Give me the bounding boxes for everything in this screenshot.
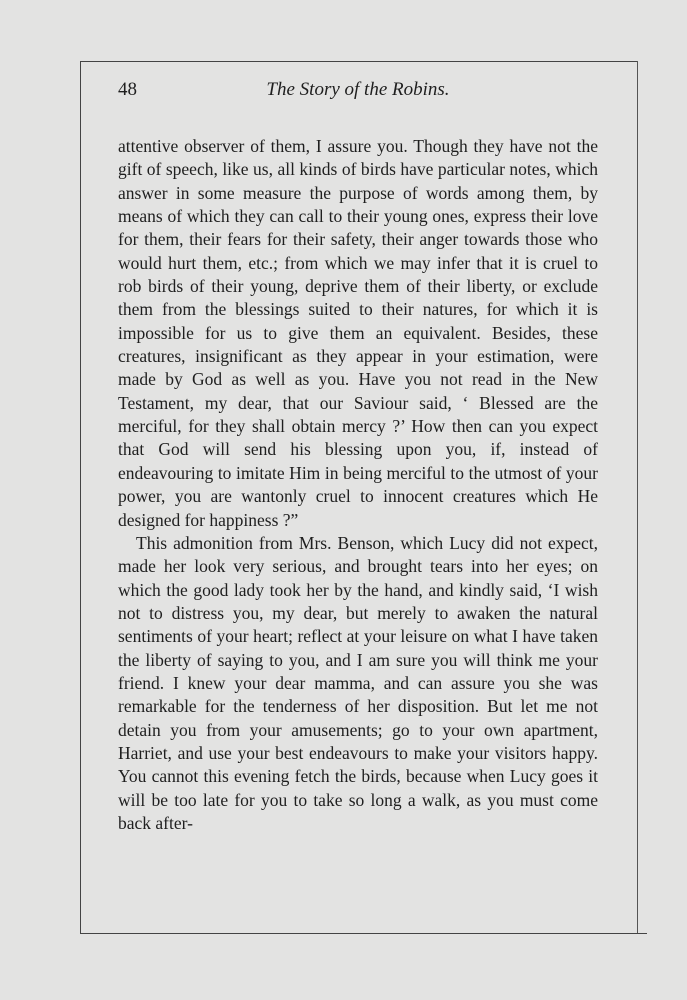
page-frame-bottom-rule	[80, 933, 647, 934]
page-frame-left-rule	[80, 61, 81, 934]
paragraph-continued: attentive observer of them, I assure you. Though they have not the gift of speech, like us, all kinds of birds have particular notes, which answer in some measure the purpose of words among them, by means of which they can call to their young ones, express their love for them, their fears for their safety, their anger towards those who would hurt them, etc.; from which we may infer that it is cruel to rob birds of their young, deprive them of their liberty, or exclude them from the blessings suited to their natures, for which it is impossible for us to give them an equivalent. Besides, these creatures, insignificant as they appear in your estimation, were made by God as well as you. Have you not read in the New Testament, my dear, that our Saviour said, ‘ Blessed are the merciful, for they shall obtain mercy ?’ How then can you expect that God will send his blessing upon you, if, instead of endeavouring to imitate Him in being merciful to the utmost of your power, you are wantonly cruel to innocent creatures which He designed for happiness ?”	[118, 136, 598, 530]
page-frame-right-rule	[637, 61, 638, 933]
page-number: 48	[118, 79, 137, 100]
running-title: The Story of the Robins.	[266, 79, 450, 100]
page-frame-top-rule	[80, 61, 637, 62]
paragraph-admonition: This admonition from Mrs. Benson, which Lucy did not expect, made her look very serious, and brought tears into her eyes; on which the good lady took her by the hand, and kindly said, ‘I wish not to distress you, my dear, but merely to awaken the natural sentiments of your heart; reflect at your leisure on what I have taken the liberty of saying to you, and I am sure you will think me your friend. I knew your dear mamma, and can assure you she was remarkable for the tenderness of her disposition. But let me not detain you from your amusements; go to your own apartment, Harriet, and use your best endeavours to make your visitors happy. You cannot this evening fetch the birds, because when Lucy goes it will be too late for you to take so long a walk, as you must come back after-	[118, 532, 598, 833]
body-text	[118, 135, 598, 835]
running-header	[118, 79, 598, 109]
